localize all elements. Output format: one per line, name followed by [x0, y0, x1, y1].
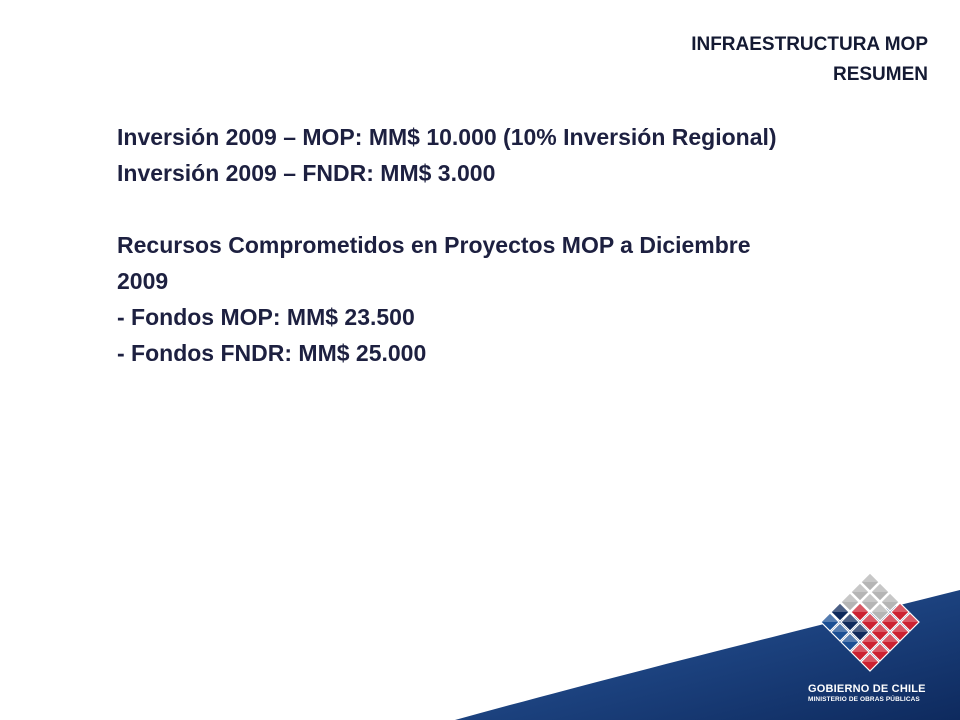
committed-resources-year: 2009 — [117, 268, 169, 294]
gobierno-chile-logo-icon — [808, 570, 938, 680]
funds-mop-item: - Fondos MOP: MM$ 23.500 — [117, 304, 415, 330]
header-title: INFRAESTRUCTURA MOP — [691, 34, 928, 55]
logo-ministry-text: MINISTERIO DE OBRAS PÚBLICAS — [808, 696, 920, 703]
logo-text — [808, 683, 948, 705]
logo-cube-highlight — [861, 573, 879, 582]
investment-fndr-line: Inversión 2009 – FNDR: MM$ 3.000 — [117, 160, 496, 186]
committed-resources-heading: Recursos Comprometidos en Proyectos MOP a Diciembre — [117, 232, 751, 258]
logo-gobierno-text: GOBIERNO DE CHILE — [808, 683, 926, 695]
investment-mop-line: Inversión 2009 – MOP: MM$ 10.000 (10% Inversión Regional) — [117, 124, 777, 150]
header-subtitle: RESUMEN — [832, 64, 928, 85]
funds-fndr-item: - Fondos FNDR: MM$ 25.000 — [117, 340, 427, 366]
